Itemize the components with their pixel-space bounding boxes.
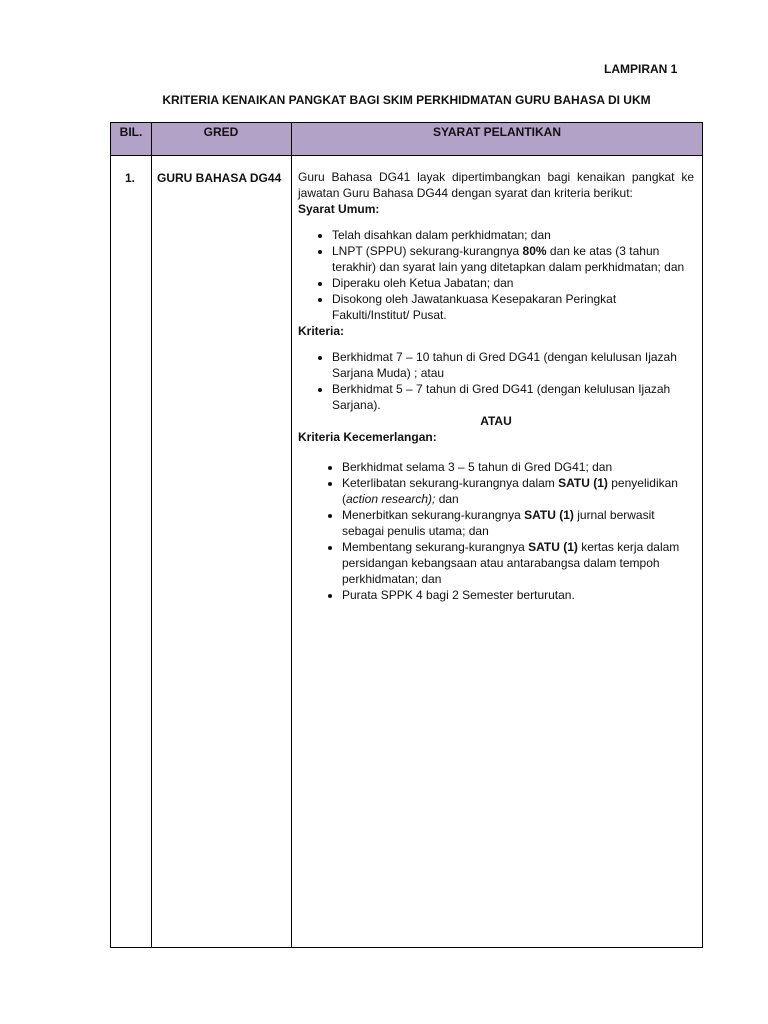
row-grade: GURU BAHASA DG44 xyxy=(157,171,282,185)
column-header-bil: BIL. xyxy=(119,125,143,139)
column-divider xyxy=(151,123,152,947)
appendix-label: LAMPIRAN 1 xyxy=(604,62,678,76)
criteria-list xyxy=(298,349,694,413)
column-header-syarat: SYARAT PELANTIKAN xyxy=(432,125,561,139)
list-item: • Berkhidmat 5 – 7 tahun di Gred DG41 (dengan kelulusan Ijazah Sarjana). xyxy=(332,381,694,413)
document-title: KRITERIA KENAIKAN PANGKAT BAGI SKIM PERKHIDMATAN GURU BAHASA DI UKM xyxy=(162,93,651,107)
column-header-gred: GRED xyxy=(203,125,239,139)
intro-paragraph: Guru Bahasa DG41 layak dipertimbangkan bagi kenaikan pangkat ke jawatan Guru Bahasa DG44 dengan syarat dan kriteria berikut: xyxy=(298,170,694,200)
excellence-criteria-heading: Kriteria Kecemerlangan: xyxy=(298,430,437,444)
list-item: • Disokong oleh Jawatankuasa Kesepakaran Peringkat Fakulti/Institut/ Pusat. xyxy=(332,291,694,323)
list-item: • Diperaku oleh Ketua Jabatan; dan xyxy=(332,275,694,291)
general-requirements-heading: Syarat Umum: xyxy=(298,202,380,216)
list-item: • Berkhidmat 7 – 10 tahun di Gred DG41 (dengan kelulusan Ijazah Sarjana Muda) ; atau xyxy=(332,349,694,381)
list-item: • Purata SPPK 4 bagi 2 Semester berturutan. xyxy=(342,587,694,603)
or-separator: ATAU xyxy=(480,414,512,428)
column-divider xyxy=(291,123,292,947)
criteria-heading: Kriteria: xyxy=(298,324,345,338)
list-item: • Membentang sekurang-kurangnya SATU (1) kertas kerja dalam persidangan kebangsaan atau antarabangsa dalam tempoh perkhidmatan; dan xyxy=(342,539,694,587)
list-item: • Telah disahkan dalam perkhidmatan; dan xyxy=(332,227,694,243)
criteria-table xyxy=(110,122,703,948)
general-requirements-list xyxy=(298,227,694,323)
requirements-cell xyxy=(298,169,694,603)
list-item: • Berkhidmat selama 3 – 5 tahun di Gred DG41; dan xyxy=(342,459,694,475)
row-number: 1. xyxy=(125,171,136,185)
list-item: • Menerbitkan sekurang-kurangnya SATU (1) jurnal berwasit sebagai penulis utama; dan xyxy=(342,507,694,539)
list-item: • Keterlibatan sekurang-kurangnya dalam SATU (1) penyelidikan (action research); dan xyxy=(342,475,694,507)
excellence-criteria-list xyxy=(298,459,694,603)
list-item: • LNPT (SPPU) sekurang-kurangnya 80% dan ke atas (3 tahun terakhir) dan syarat lain yang ditetapkan dalam perkhidmatan; dan xyxy=(332,243,694,275)
table-header-row xyxy=(111,123,702,156)
